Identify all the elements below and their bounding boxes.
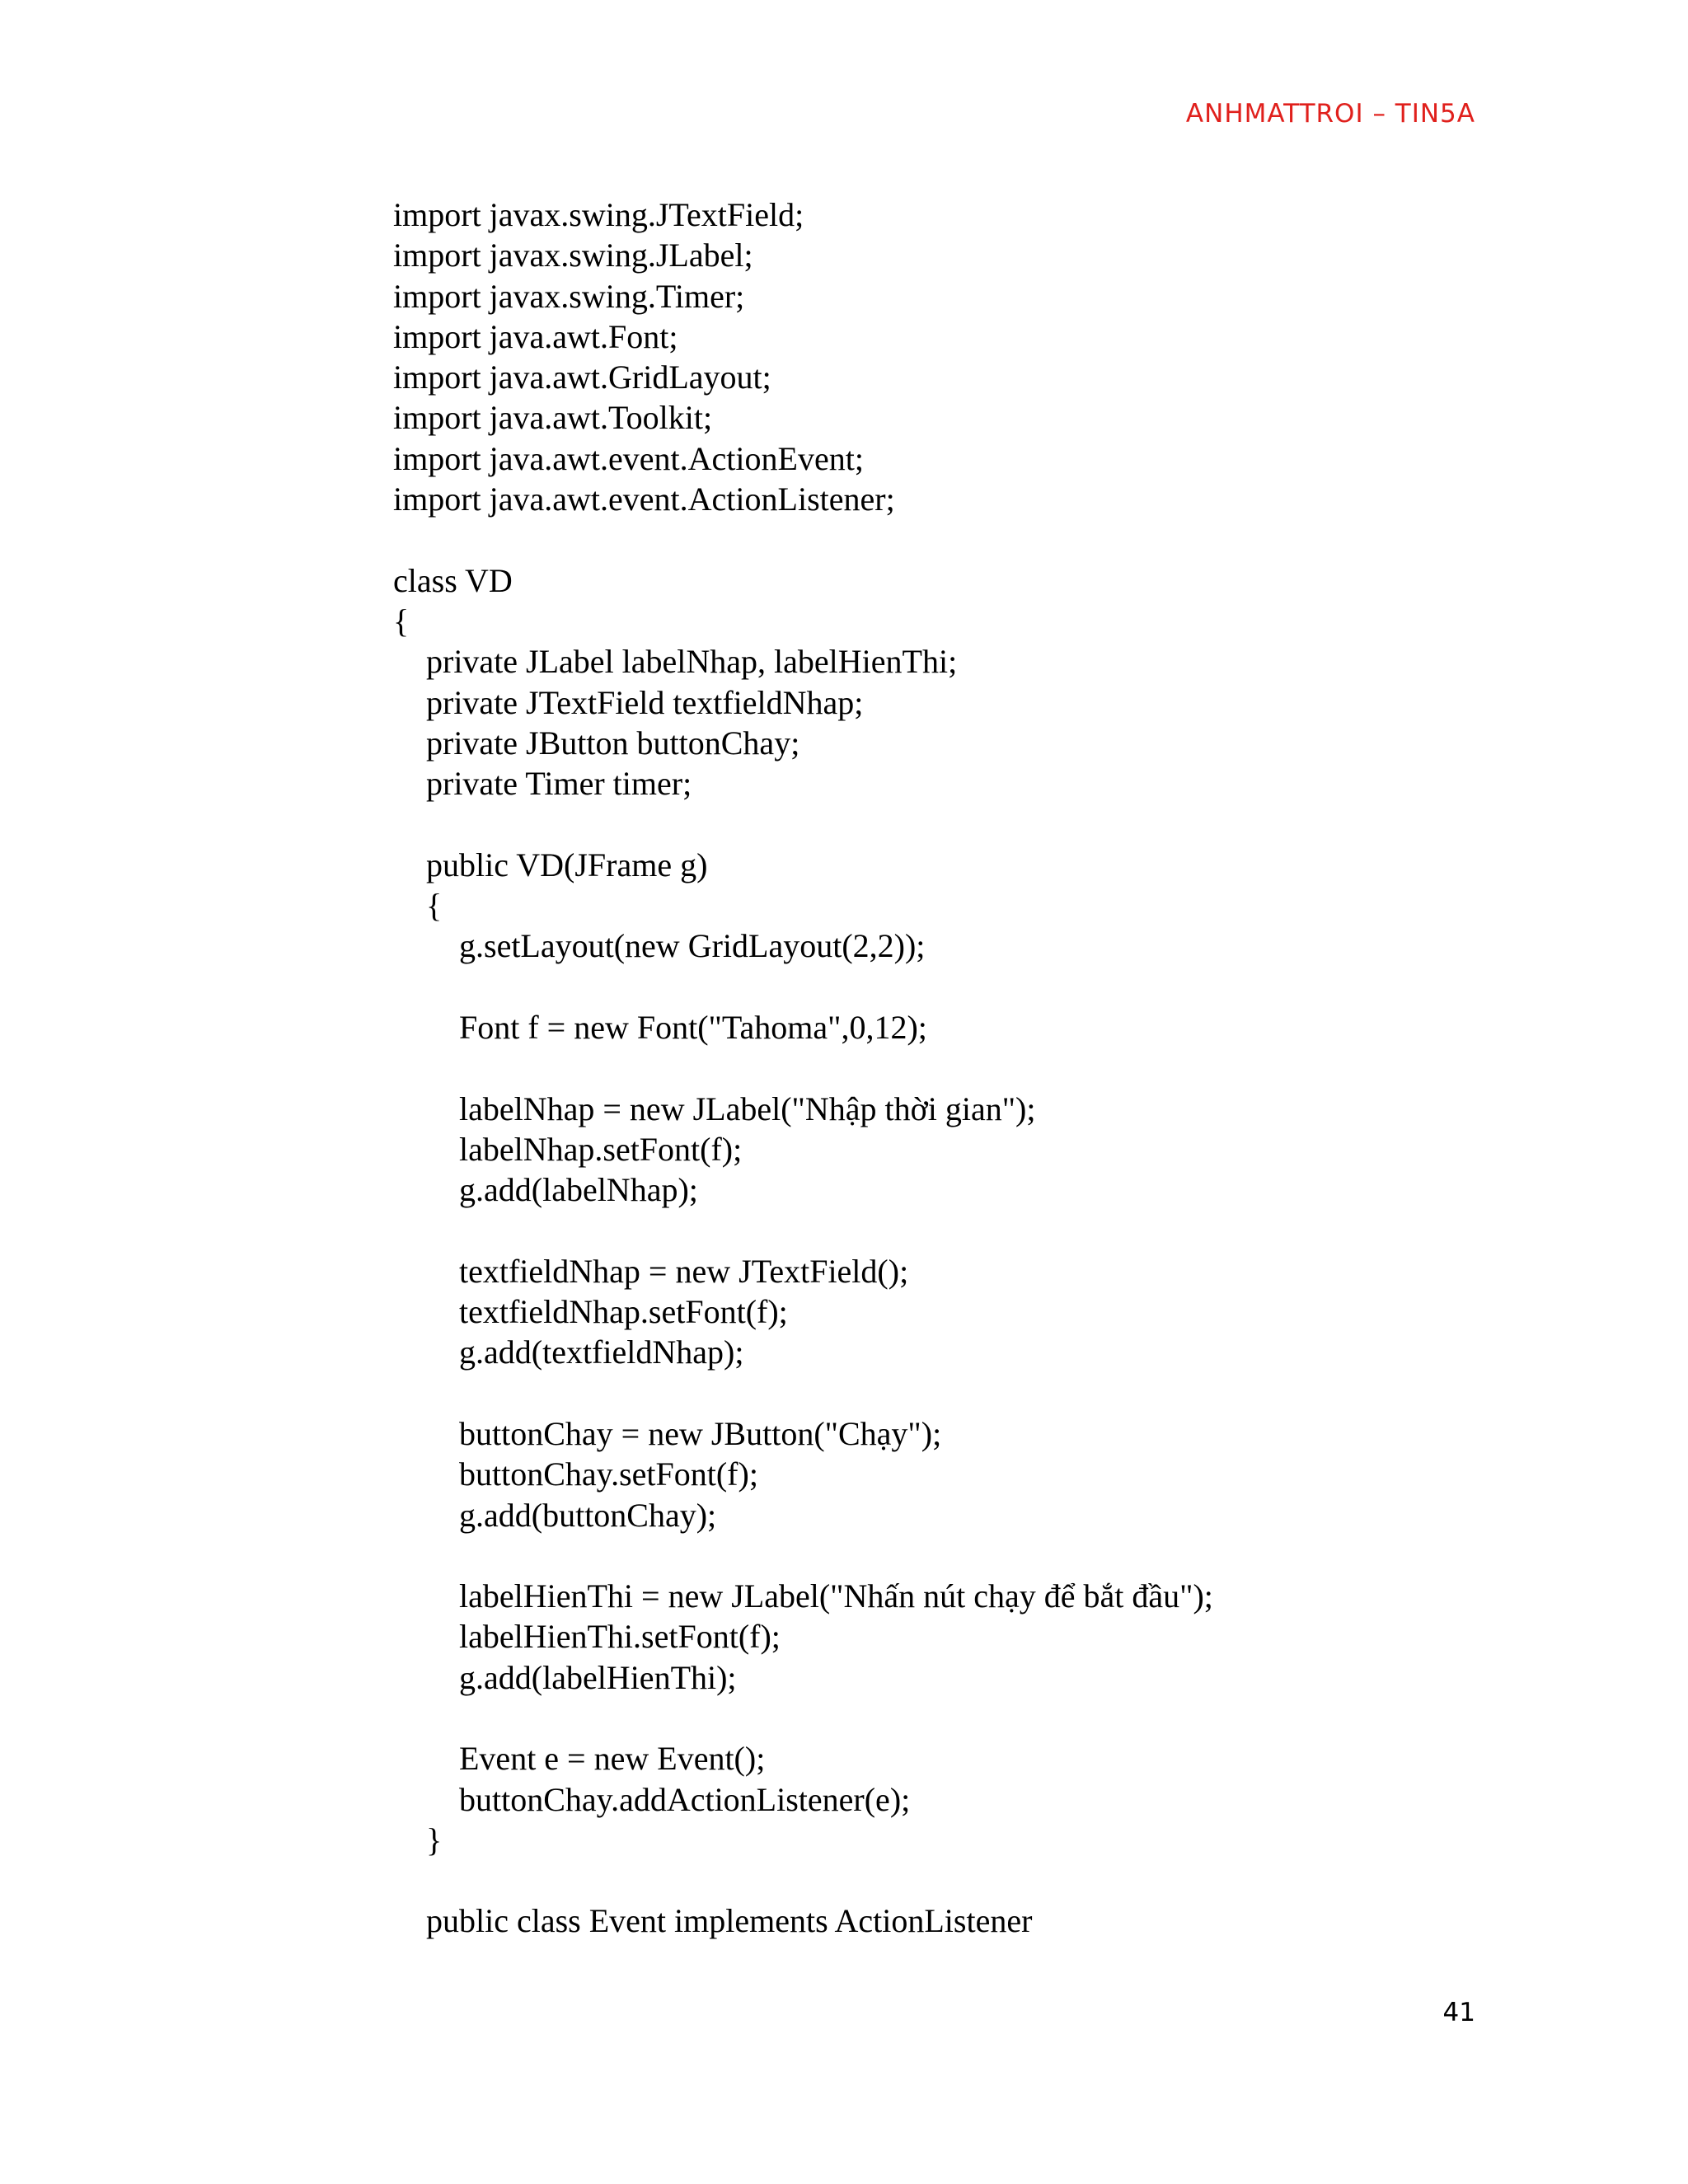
code-line: g.setLayout(new GridLayout(2,2)); [459, 927, 926, 965]
code-line: import java.awt.event.ActionListener; [393, 480, 895, 518]
code-line: import javax.swing.Timer; [393, 277, 745, 315]
blank-line [393, 519, 1213, 560]
code-line: labelHienThi.setFont(f); [459, 1618, 781, 1656]
blank-line [393, 1210, 1213, 1250]
blank-line [393, 967, 1213, 1007]
code-line: { [426, 887, 443, 925]
blank-line [393, 1698, 1213, 1738]
code-line: buttonChay = new JButton("Chạy"); [459, 1414, 942, 1452]
blank-line [393, 804, 1213, 844]
code-line: labelNhap = new JLabel("Nhập thời gian"); [459, 1090, 1036, 1127]
code-line: import java.awt.Toolkit; [393, 399, 713, 437]
code-line: Event e = new Event(); [459, 1740, 766, 1778]
code-line: private JTextField textfieldNhap; [426, 683, 864, 721]
code-line: labelHienThi = new JLabel("Nhấn nút chạy để bắt đầu"); [459, 1577, 1213, 1615]
code-line: import java.awt.GridLayout; [393, 359, 771, 396]
code-line: g.add(labelNhap); [459, 1171, 698, 1209]
code-line: g.add(textfieldNhap); [459, 1333, 744, 1371]
code-line: textfieldNhap = new JTextField(); [459, 1252, 909, 1290]
code-line: g.add(buttonChay); [459, 1496, 717, 1534]
code-line: private Timer timer; [426, 765, 692, 803]
blank-line [393, 1373, 1213, 1413]
code-listing [393, 194, 1213, 1942]
code-line: Font f = new Font("Tahoma",0,12); [459, 1008, 927, 1046]
code-line: { [393, 602, 410, 640]
code-line: private JLabel labelNhap, labelHienThi; [426, 643, 958, 681]
code-line: class VD [393, 561, 513, 599]
blank-line [393, 1860, 1213, 1900]
code-line: import java.awt.event.ActionEvent; [393, 439, 864, 477]
code-line: import javax.swing.JLabel; [393, 237, 753, 274]
code-line: public VD(JFrame g) [426, 846, 708, 883]
code-line: textfieldNhap.setFont(f); [459, 1293, 788, 1331]
code-line: g.add(labelHienThi); [459, 1658, 737, 1696]
blank-line [393, 1047, 1213, 1088]
code-line: buttonChay.setFont(f); [459, 1455, 758, 1493]
running-header: ANHMATTROI – TIN5A [1185, 99, 1475, 129]
code-line: import javax.swing.JTextField; [393, 196, 804, 233]
code-line: labelNhap.setFont(f); [459, 1130, 743, 1168]
code-line: import java.awt.Font; [393, 317, 678, 355]
code-line: buttonChay.addActionListener(e); [459, 1780, 911, 1818]
page-number: 41 [1442, 1998, 1475, 2027]
code-line: private JButton buttonChay; [426, 724, 800, 762]
code-line: public class Event implements ActionListener [426, 1902, 1033, 1940]
code-line: } [426, 1821, 443, 1858]
blank-line [393, 1535, 1213, 1576]
